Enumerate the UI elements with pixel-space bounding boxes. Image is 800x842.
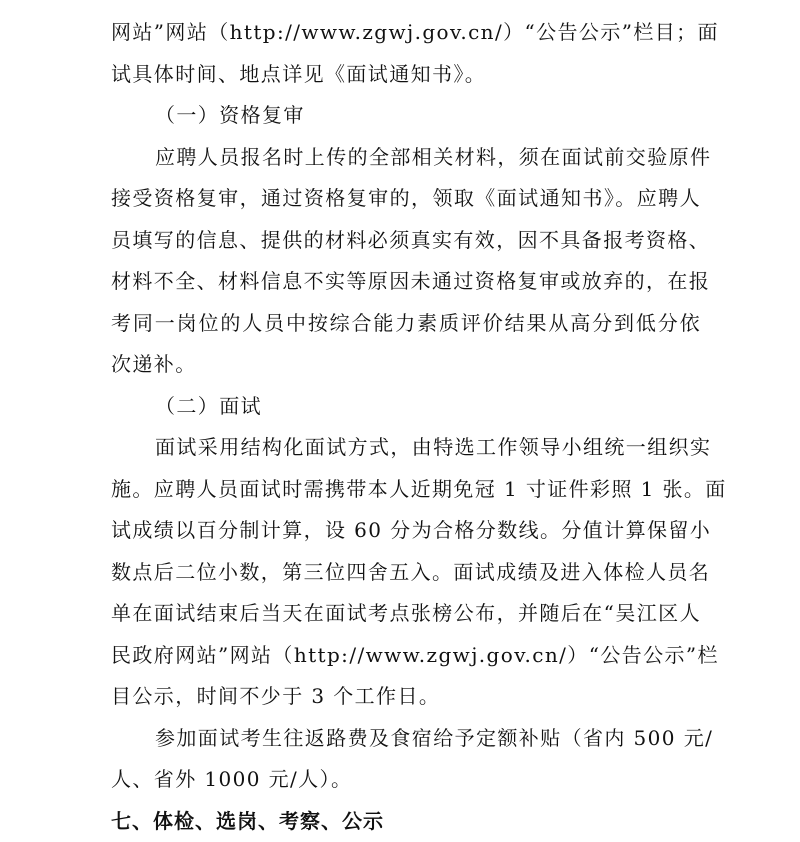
paragraph-line-4: 应聘人员报名时上传的全部相关材料，须在面试前交验原件: [111, 137, 701, 179]
paragraph-line-18: 参加面试考生往返路费及食宿给予定额补贴（省内 500 元/: [111, 718, 701, 760]
paragraph-line-7: 材料不全、材料信息不实等原因未通过资格复审或放弃的，在报: [111, 261, 701, 303]
paragraph-line-16: 民政府网站”网站（http://www.zgwj.gov.cn/）“公告公示”栏: [111, 635, 701, 677]
document-page: [111, 12, 701, 842]
paragraph-line-13: 试成绩以百分制计算，设 60 分为合格分数线。分值计算保留小: [111, 510, 701, 552]
paragraph-line-2: 试具体时间、地点详见《面试通知书》。: [111, 54, 701, 96]
paragraph-line-15: 单在面试结束后当天在面试考点张榜公布，并随后在“吴江区人: [111, 593, 701, 635]
paragraph-line-12: 施。应聘人员面试时需携带本人近期免冠 1 寸证件彩照 1 张。面: [111, 469, 701, 511]
paragraph-line-11: 面试采用结构化面试方式，由特选工作领导小组统一组织实: [111, 427, 701, 469]
section-heading-qualification-review: （一）资格复审: [111, 95, 701, 137]
section-heading-physical-exam: 七、体检、选岗、考察、公示: [111, 801, 701, 842]
paragraph-line-1: 网站”网站（http://www.zgwj.gov.cn/）“公告公示”栏目；面: [111, 12, 701, 54]
paragraph-line-5: 接受资格复审，通过资格复审的，领取《面试通知书》。应聘人: [111, 178, 701, 220]
paragraph-line-14: 数点后二位小数，第三位四舍五入。面试成绩及进入体检人员名: [111, 552, 701, 594]
paragraph-line-6: 员填写的信息、提供的材料必须真实有效，因不具备报考资格、: [111, 220, 701, 262]
paragraph-line-9: 次递补。: [111, 344, 701, 386]
paragraph-line-8: 考同一岗位的人员中按综合能力素质评价结果从高分到低分依: [111, 303, 701, 345]
section-heading-interview: （二）面试: [111, 386, 701, 428]
paragraph-line-17: 目公示，时间不少于 3 个工作日。: [111, 676, 701, 718]
paragraph-line-19: 人、省外 1000 元/人）。: [111, 759, 701, 801]
